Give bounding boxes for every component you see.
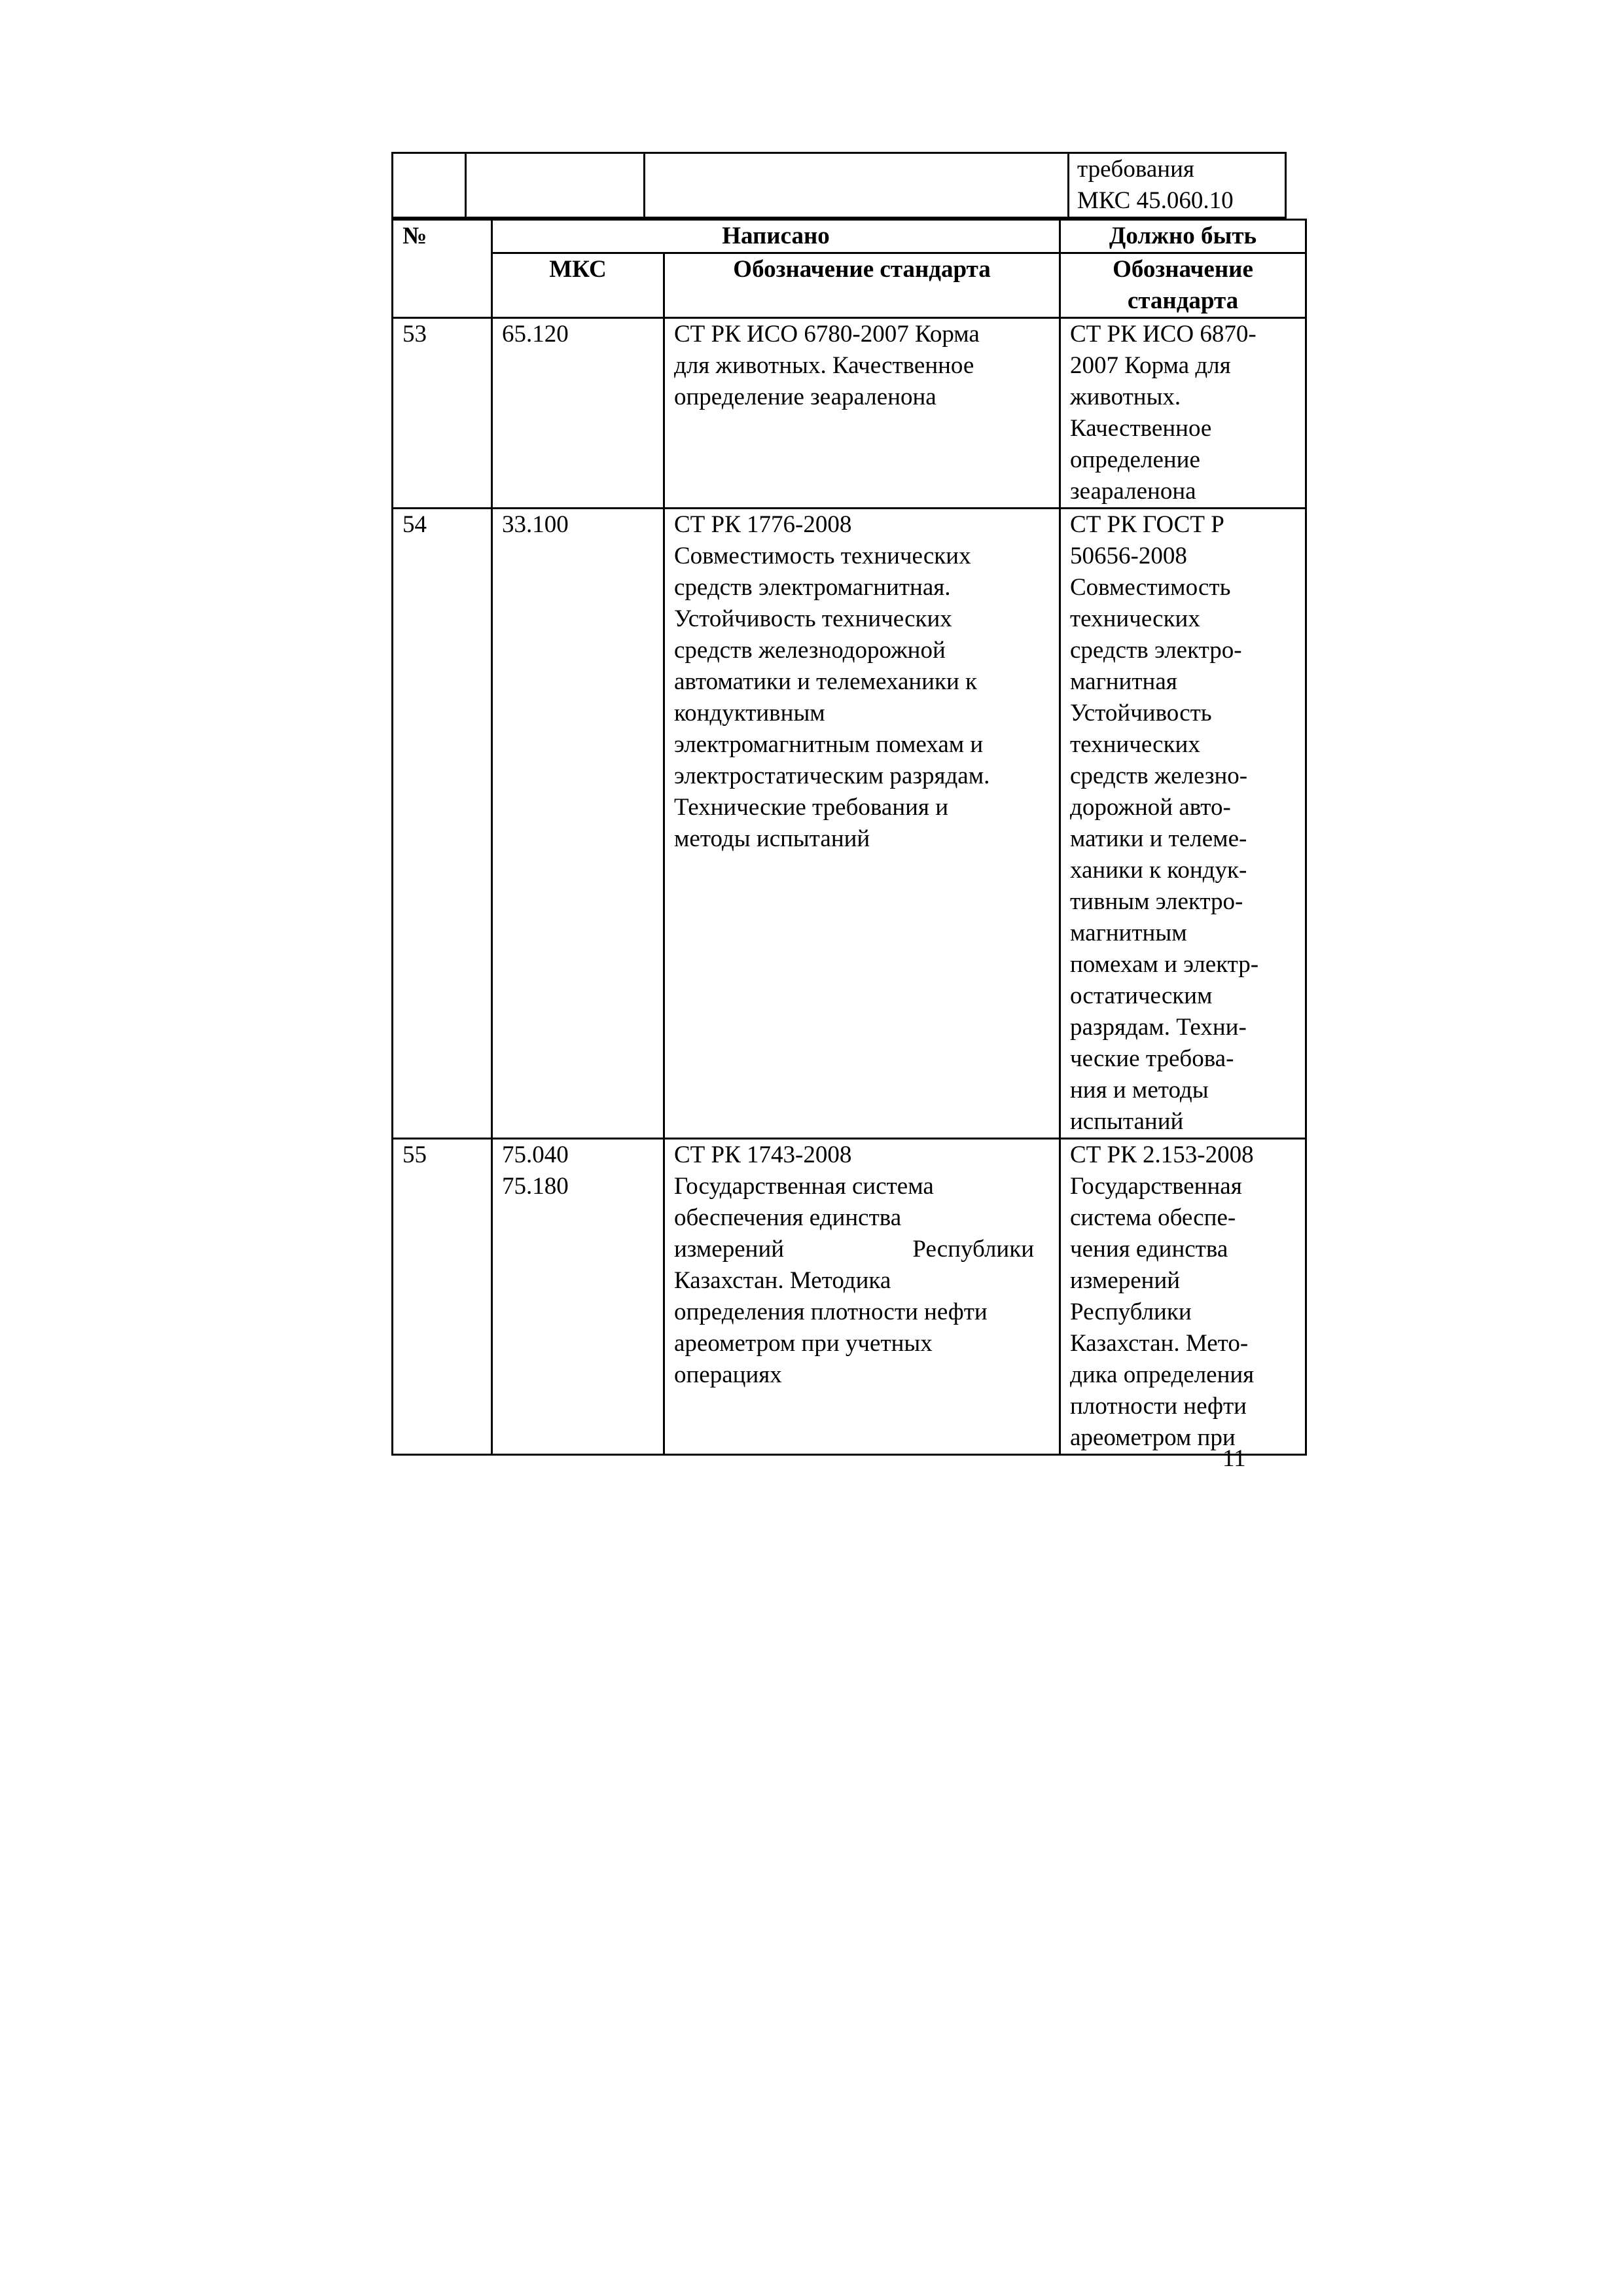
text-line: система обеспе- bbox=[1070, 1204, 1236, 1231]
text-line: технических bbox=[1070, 731, 1200, 758]
text-line: 2007 Корма для bbox=[1070, 352, 1231, 379]
mks-line: 75.040 bbox=[502, 1141, 569, 1168]
text-line: средств электромагнитная. bbox=[674, 574, 951, 601]
continuation-row bbox=[393, 153, 1286, 218]
mks-line: 33.100 bbox=[502, 511, 569, 538]
text-line: зеараленона bbox=[1070, 478, 1196, 505]
text-line: технических bbox=[1070, 605, 1200, 632]
text-line: СТ РК 2.153-2008 bbox=[1070, 1141, 1254, 1168]
header-row-1 bbox=[393, 220, 1306, 253]
text-line: операциях bbox=[674, 1361, 782, 1388]
cont-cell-2 bbox=[466, 153, 645, 218]
row-num: 55 bbox=[393, 1139, 492, 1455]
text-line: испытаний bbox=[1070, 1108, 1184, 1135]
page-number: 11 bbox=[1222, 1445, 1246, 1472]
text-line: плотности нефти bbox=[1070, 1393, 1247, 1420]
header-should-be: Должно быть bbox=[1060, 220, 1306, 253]
text-line-justified bbox=[674, 1234, 1050, 1265]
text-line: автоматики и телемеханики к bbox=[674, 668, 977, 695]
text-line: ареометром при bbox=[1070, 1424, 1236, 1451]
mks-line: 65.120 bbox=[502, 321, 569, 348]
header-row-2 bbox=[393, 253, 1306, 318]
header-line: Обозначение bbox=[1113, 256, 1253, 283]
text-line: магнитным bbox=[1070, 920, 1187, 946]
row-mks bbox=[492, 509, 664, 1139]
text-line: дика определения bbox=[1070, 1361, 1255, 1388]
standards-table bbox=[391, 219, 1307, 1456]
row-should bbox=[1060, 1139, 1306, 1455]
text-line: Казахстан. Мето- bbox=[1070, 1330, 1249, 1357]
text-line: для животных. Качественное bbox=[674, 352, 974, 379]
text-line: определения плотности нефти bbox=[674, 1299, 988, 1325]
text-line: ханики к кондук- bbox=[1070, 857, 1247, 884]
row-mks bbox=[492, 1139, 664, 1455]
row-num: 53 bbox=[393, 318, 492, 509]
header-written: Написано bbox=[492, 220, 1060, 253]
text-line: Государственная bbox=[1070, 1173, 1242, 1200]
text-line: обеспечения единства bbox=[674, 1204, 902, 1231]
row-written bbox=[664, 318, 1060, 509]
header-num: № bbox=[393, 220, 492, 318]
text-line: магнитная bbox=[1070, 668, 1177, 695]
text-line: измерений bbox=[1070, 1267, 1181, 1294]
text-line: ческие требова- bbox=[1070, 1045, 1234, 1072]
text-line: методы испытаний bbox=[674, 825, 870, 852]
text-line: кондуктивным bbox=[674, 700, 825, 726]
text-line: дорожной авто- bbox=[1070, 794, 1231, 821]
text-line: матики и телеме- bbox=[1070, 825, 1247, 852]
text-line: средств железно- bbox=[1070, 762, 1248, 789]
cont-text-line: МКС 45.060.10 bbox=[1077, 187, 1234, 214]
text-line: 50656-2008 bbox=[1070, 543, 1187, 569]
text-line: ареометром при учетных bbox=[674, 1330, 933, 1357]
text-line: средств железнодорожной bbox=[674, 637, 946, 664]
text-line: СТ РК 1743-2008 bbox=[674, 1141, 852, 1168]
text-line: электромагнитным помехам и bbox=[674, 731, 984, 758]
cont-cell-4 bbox=[1069, 153, 1286, 218]
header-designation: Обозначение стандарта bbox=[664, 253, 1060, 318]
text-line: Технические требования и bbox=[674, 794, 948, 821]
text-line: электростатическим разрядам. bbox=[674, 762, 990, 789]
text-line: Совместимость bbox=[1070, 574, 1231, 601]
cont-text-line: требования bbox=[1077, 156, 1194, 183]
text-line: Республики bbox=[1070, 1299, 1192, 1325]
text-line: средств электро- bbox=[1070, 637, 1242, 664]
row-written bbox=[664, 509, 1060, 1139]
text-line: животных. bbox=[1070, 384, 1181, 410]
text-line: Качественное bbox=[1070, 415, 1212, 442]
cont-cell-1 bbox=[393, 153, 466, 218]
row-should bbox=[1060, 509, 1306, 1139]
text-line: СТ РК ИСО 6780-2007 Корма bbox=[674, 321, 980, 348]
mks-line: 75.180 bbox=[502, 1173, 569, 1200]
text-line: остатическим bbox=[1070, 982, 1213, 1009]
text-line: Совместимость технических bbox=[674, 543, 971, 569]
row-should bbox=[1060, 318, 1306, 509]
header-designation-should bbox=[1060, 253, 1306, 318]
continuation-table bbox=[391, 152, 1287, 219]
text-line: Устойчивость технических bbox=[674, 605, 952, 632]
text-line: помехам и электр- bbox=[1070, 951, 1259, 978]
text-line: СТ РК ГОСТ Р bbox=[1070, 511, 1224, 538]
text-line: ния и методы bbox=[1070, 1077, 1209, 1103]
text-line: определение bbox=[1070, 446, 1200, 473]
row-num: 54 bbox=[393, 509, 492, 1139]
row-written bbox=[664, 1139, 1060, 1455]
text-word: Республики bbox=[912, 1236, 1034, 1263]
cont-cell-3 bbox=[645, 153, 1069, 218]
table-row bbox=[393, 1139, 1306, 1455]
text-line: СТ РК 1776-2008 bbox=[674, 511, 852, 538]
text-line: разрядам. Техни- bbox=[1070, 1014, 1247, 1041]
text-line: тивным электро- bbox=[1070, 888, 1243, 915]
header-mks: МКС bbox=[492, 253, 664, 318]
text-line: Устойчивость bbox=[1070, 700, 1212, 726]
text-line: определение зеараленона bbox=[674, 384, 936, 410]
table-row bbox=[393, 318, 1306, 509]
text-line: Государственная система bbox=[674, 1173, 934, 1200]
text-word: измерений bbox=[674, 1236, 785, 1263]
text-line: чения единства bbox=[1070, 1236, 1228, 1263]
text-line: СТ РК ИСО 6870- bbox=[1070, 321, 1257, 348]
header-line: стандарта bbox=[1127, 287, 1239, 314]
row-mks bbox=[492, 318, 664, 509]
table-row bbox=[393, 509, 1306, 1139]
text-line: Казахстан. Методика bbox=[674, 1267, 891, 1294]
